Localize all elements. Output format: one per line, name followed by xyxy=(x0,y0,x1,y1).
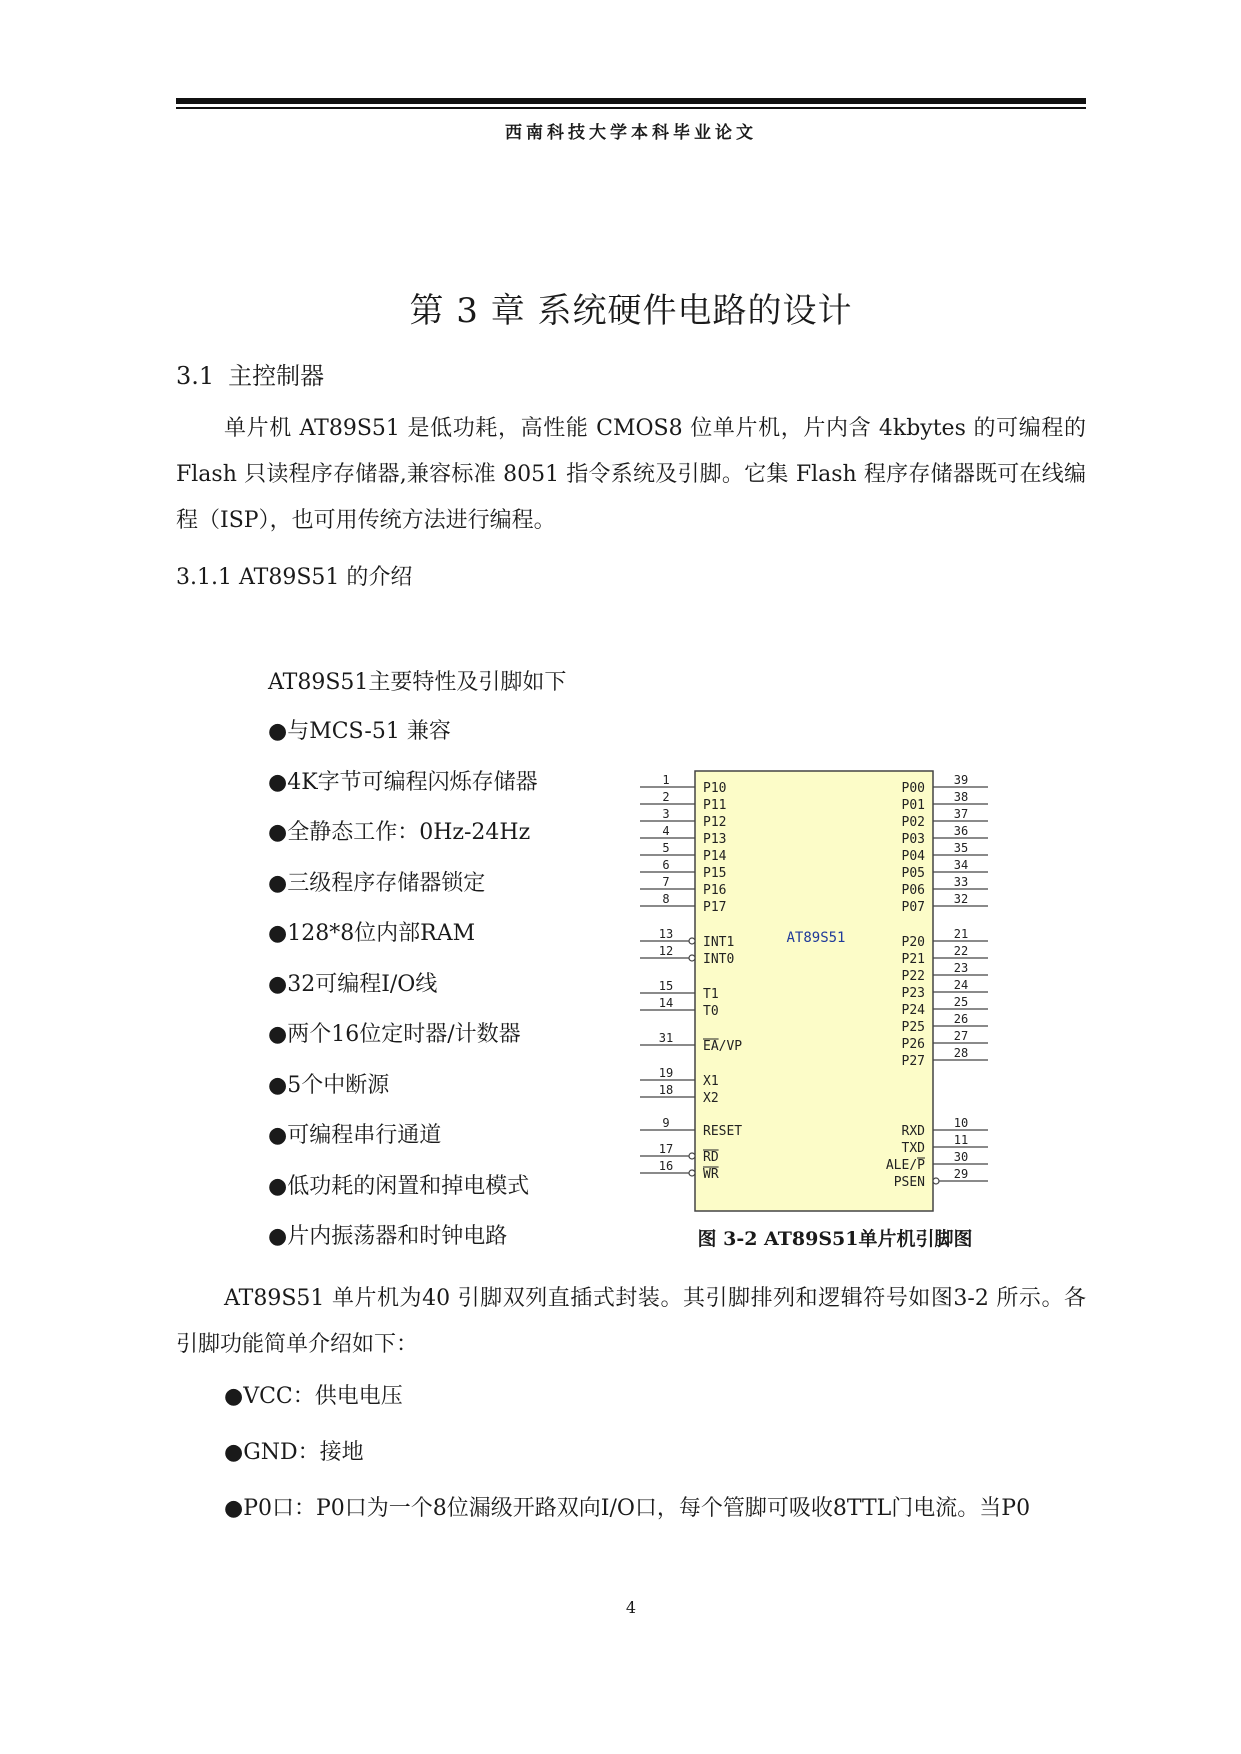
pin-name: ALE/P xyxy=(885,1158,925,1173)
pin-name: P14 xyxy=(703,849,727,864)
pin-desc-gnd: ●GND：接地 xyxy=(224,1440,364,1465)
inverter-bubble xyxy=(689,1153,695,1159)
feature-item: ●可编程串行通道 xyxy=(268,1123,442,1148)
intro-paragraph: 单片机 AT89S51 是低功耗，高性能 CMOS8 位单片机，片内含 4kbytes 的可编程的 Flash 只读程序存储器,兼容标准 8051 指令系统及引脚。它集 Flash 程序存储器既可在线编程（ISP），也可用传统方法进行编程。 xyxy=(176,416,1086,533)
pin-number: 34 xyxy=(953,858,969,872)
pin-number: 12 xyxy=(658,944,674,958)
pin-name: EA/VP xyxy=(703,1039,743,1054)
feature-item: ●低功耗的闲置和掉电模式 xyxy=(268,1173,530,1199)
feature-item: ●4K字节可编程闪烁存储器 xyxy=(268,769,538,795)
feature-item: ●两个16位定时器/计数器 xyxy=(268,1022,521,1047)
pin-name: P21 xyxy=(901,952,925,967)
feature-item: ●与MCS-51 兼容 xyxy=(268,719,451,744)
pinout-figure xyxy=(628,768,1038,1216)
pin-name: INT0 xyxy=(703,952,735,967)
pin-name: P05 xyxy=(901,866,925,881)
feature-item: ●5个中断源 xyxy=(268,1072,390,1098)
running-header: 西南科技大学本科毕业论文 xyxy=(505,123,757,143)
chapter-title: 第 3 章 系统硬件电路的设计 xyxy=(409,291,853,331)
page-number: 4 xyxy=(625,1598,637,1617)
pin-number: 16 xyxy=(658,1159,674,1173)
pin-name: P02 xyxy=(901,815,925,830)
pin-number: 5 xyxy=(662,841,670,855)
pin-name: P16 xyxy=(703,883,727,898)
pin-number: 32 xyxy=(953,892,969,906)
pin-number: 26 xyxy=(953,1012,969,1026)
pin-number: 38 xyxy=(953,790,969,804)
pin-name: INT1 xyxy=(703,935,735,950)
pinout-diagram xyxy=(628,768,1038,1216)
chip-label: AT89S51 xyxy=(786,930,846,946)
pin-name: P13 xyxy=(703,832,727,847)
pin-number: 7 xyxy=(662,875,670,889)
section-number: 3.1 xyxy=(176,362,215,390)
pin-name: X2 xyxy=(703,1091,719,1106)
pin-number: 22 xyxy=(953,944,969,958)
pin-desc-p0: ●P0口：P0口为一个8位漏级开路双向I/O口，每个管脚可吸收8TTL门电流。当P0 xyxy=(224,1496,1031,1521)
pin-name: T1 xyxy=(703,987,719,1002)
inverter-bubble xyxy=(933,1178,939,1184)
pin-name: P27 xyxy=(901,1054,925,1069)
inverter-bubble xyxy=(689,938,695,944)
subsection-heading: 3.1.1 AT89S51 的介绍 xyxy=(176,565,413,590)
pin-number: 27 xyxy=(953,1029,969,1043)
figure-caption: 图 3-2 AT89S51单片机引脚图 xyxy=(697,1228,973,1250)
pin-name: PSEN xyxy=(893,1175,925,1190)
feature-item: ●32可编程I/O线 xyxy=(268,971,438,997)
section-heading xyxy=(176,356,324,391)
pin-name: P04 xyxy=(901,849,925,864)
pin-number: 13 xyxy=(658,927,674,941)
pin-number: 10 xyxy=(953,1116,969,1130)
pin-number: 39 xyxy=(953,773,969,787)
pin-number: 17 xyxy=(658,1142,674,1156)
pin-name: P25 xyxy=(901,1020,925,1035)
pin-name: P00 xyxy=(901,781,925,796)
pin-number: 37 xyxy=(953,807,969,821)
pin-name: P22 xyxy=(901,969,925,984)
chip-body xyxy=(695,771,933,1211)
pin-number: 31 xyxy=(658,1031,674,1045)
pin-number: 23 xyxy=(953,961,969,975)
pin-number: 4 xyxy=(662,824,670,838)
pin-number: 30 xyxy=(953,1150,969,1164)
pin-number: 35 xyxy=(953,841,969,855)
inverter-bubble xyxy=(689,955,695,961)
pin-number: 25 xyxy=(953,995,969,1009)
section-title: 主控制器 xyxy=(228,362,325,390)
package-paragraph: AT89S51 单片机为40 引脚双列直插式封装。其引脚排列和逻辑符号如图3-2 所示。各引脚功能简单介绍如下： xyxy=(176,1286,1086,1357)
pin-number: 6 xyxy=(662,858,670,872)
header-rule-thin xyxy=(176,107,1086,109)
pin-name: P17 xyxy=(703,900,727,915)
feature-item: ●三级程序存储器锁定 xyxy=(268,870,486,896)
pin-name: P20 xyxy=(901,935,925,950)
pin-number: 33 xyxy=(953,875,969,889)
pin-name: X1 xyxy=(703,1074,719,1089)
pin-name: P10 xyxy=(703,781,727,796)
pin-number: 2 xyxy=(662,790,670,804)
pin-number: 8 xyxy=(662,892,670,906)
pin-name: TXD xyxy=(901,1141,925,1156)
pin-name: RD xyxy=(703,1150,719,1165)
pin-name: RESET xyxy=(703,1124,743,1139)
pin-name: P07 xyxy=(901,900,925,915)
pin-name: P15 xyxy=(703,866,727,881)
pin-name: P01 xyxy=(901,798,925,813)
feature-item: ●全静态工作：0Hz-24Hz xyxy=(268,820,531,845)
pin-number: 36 xyxy=(953,824,969,838)
pin-name: RXD xyxy=(901,1124,925,1139)
pin-desc-vcc: ●VCC：供电电压 xyxy=(224,1384,403,1409)
feature-item: ●片内振荡器和时钟电路 xyxy=(268,1224,508,1249)
pin-number: 28 xyxy=(953,1046,969,1060)
pin-name: P26 xyxy=(901,1037,925,1052)
pin-name: P03 xyxy=(901,832,925,847)
pin-number: 24 xyxy=(953,978,969,992)
pin-number: 18 xyxy=(658,1083,674,1097)
features-list xyxy=(268,714,538,1270)
pin-number: 9 xyxy=(662,1116,670,1130)
pin-number: 14 xyxy=(658,996,674,1010)
pin-name: WR xyxy=(703,1167,719,1182)
pin-name: T0 xyxy=(703,1004,719,1019)
pin-name: P11 xyxy=(703,798,727,813)
inverter-bubble xyxy=(689,1170,695,1176)
pin-number: 29 xyxy=(953,1167,969,1181)
pin-number: 1 xyxy=(662,773,670,787)
pin-number: 3 xyxy=(662,807,670,821)
header-rule-thick xyxy=(176,98,1086,104)
pin-name: P23 xyxy=(901,986,925,1001)
pin-number: 11 xyxy=(953,1133,969,1147)
pin-name: P12 xyxy=(703,815,727,830)
pin-number: 21 xyxy=(953,927,969,941)
pin-name: P06 xyxy=(901,883,925,898)
pin-number: 15 xyxy=(658,979,674,993)
pin-number: 19 xyxy=(658,1066,674,1080)
features-title: AT89S51主要特性及引脚如下 xyxy=(268,670,567,695)
pin-name: P24 xyxy=(901,1003,925,1018)
feature-item: ●128*8位内部RAM xyxy=(268,921,476,946)
